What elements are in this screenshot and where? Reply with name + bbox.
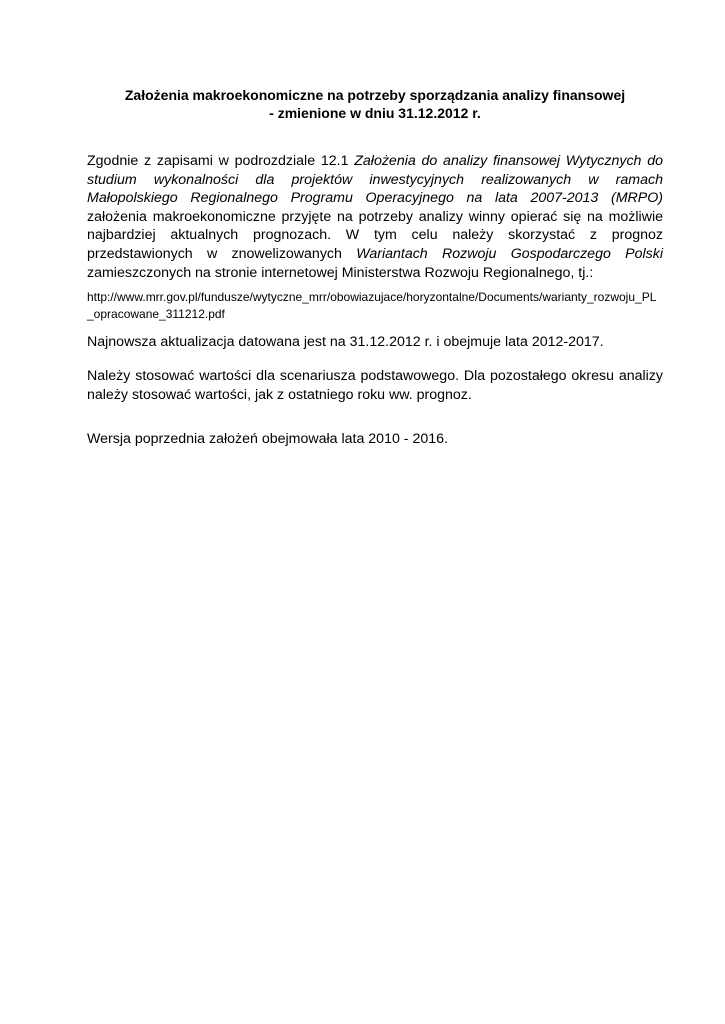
development-variants-title: Wariantach Rozwoju Gospodarczego Polski xyxy=(356,245,663,262)
source-url: http://www.mrr.gov.pl/fundusze/wytyczne_mrr/obowiazujace/horyzontalne/Documents/warianty_rozwoju_PL_opracowane_311212.pdf xyxy=(87,290,657,321)
title-line-2: - zmienione w dniu 31.12.2012 r. xyxy=(269,105,481,121)
paragraph-scenario: Należy stosować wartości dla scenariusza podstawowego. Dla pozostałego okresu analizy należy stosować wartości, jak z ostatniego roku ww. prognoz. xyxy=(87,368,663,403)
paragraph-guidelines-text-3: zamieszczonych na stronie internetowej Ministerstwa Rozwoju Regionalnego, tj.: xyxy=(87,264,594,281)
title-line-1: Założenia makroekonomiczne na potrzeby sporządzania analizy finansowej xyxy=(124,87,626,103)
document-title xyxy=(87,86,663,122)
paragraph-guidelines-text-1: Zgodnie z zapisami w podrozdziale 12.1 xyxy=(87,153,355,169)
guidelines-document-title: Założenia do analizy finansowej Wytycznych do studium wykonalności dla projektów inwestycyjnych realizowanych w ramach Małopolskiego Regionalnego Programu Operacyjnego na lata 2007-2013 (MRPO) xyxy=(87,153,663,207)
paragraph-latest-update: Najnowsza aktualizacja datowana jest na 31.12.2012 r. i obejmuje lata 2012-2017. xyxy=(87,334,604,350)
paragraph-previous-version: Wersja poprzednia założeń obejmowała lata 2010 - 2016. xyxy=(87,431,448,447)
paragraph-guidelines xyxy=(87,152,663,282)
paragraph-guidelines-text-2: założenia makroekonomiczne przyjęte na potrzeby analizy winny opierać się na możliwie najbardziej aktualnych prognozach. W tym celu należy skorzystać z prognoz przedstawionych w znowelizowanych xyxy=(87,208,663,262)
